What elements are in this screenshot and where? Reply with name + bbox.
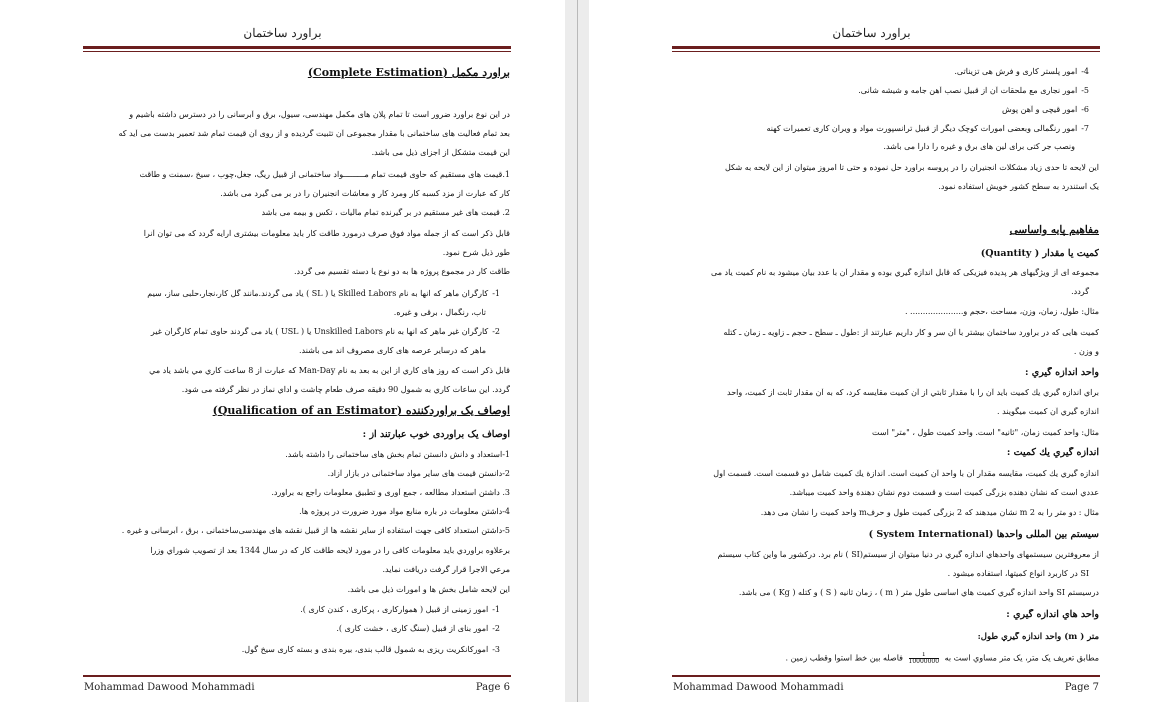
list-item: 4-داشتن معلومات در باره منابع مواد مورد ضرورت در پروژه ها. bbox=[299, 507, 510, 516]
paragraph-line: در این نوع براورد ضرور است تا تمام پلان های مکمل مهندسی، سیول، برق و آبرسانی را در دسترس داشته باشیم و bbox=[129, 110, 510, 119]
fraction: $\frac{1}{10000000}$ bbox=[908, 652, 940, 665]
paragraph-line: این لایحه شامل بخش ها و امورات ذیل می باشد. bbox=[347, 585, 510, 594]
paragraph-line: این لایحه تا حدی زیاد مشکلات انجنیران را در پروسه براورد حل نموده و حتی تا امروز میتوان از این لایحه به شکل bbox=[725, 163, 1099, 172]
page-body bbox=[671, 0, 1099, 702]
paragraph-line: یک استندرد به سطح کشور خویش استفاده نمود. bbox=[938, 182, 1099, 191]
paragraph-line: تاب، رنگمال ، برقی و غیره. bbox=[393, 308, 486, 317]
list-item: 7-امور رنگمالی وبعضی امورات کوچک دیگر از قبیل ترانسپورت مواد و ویران کاری تعمیرات کهنه bbox=[766, 124, 1089, 133]
list-item: 1-امور زمینی از قبیل ( هموارکاری ، پرکاری ، کندن کاری ). bbox=[300, 605, 500, 614]
paragraph-line: و وزن . bbox=[1073, 347, 1099, 356]
paragraph-line: این قیمت متشکل از اجزای ذیل می باشد. bbox=[371, 148, 510, 157]
list-item: 5-داشتن استعداد کافی جهت استفاده از سایر نقشه ها از قبیل نقشه های مهندسی‌ساختمانی ، برق ، آبرسانی و غیره . bbox=[121, 526, 510, 535]
paragraph-line-meter-definition: مطابق تعریف یک متر، یک متر مساوي است به $\frac{1}{10000000}$ فاصله بین خط استوا وقطب زمین . bbox=[785, 652, 1099, 665]
paragraph-line: قابل ذکر است که روز های کاري از این به بعد به نام Man-Day که عبارت از 8 ساعت کاري مي باشد یاد مي bbox=[149, 366, 510, 375]
paragraph-line: برعلاوه براوردي باید معلومات کافی را در مورد لایحه طاقت کار که در سال 1344 بعد از تصویب شوراي وزرا bbox=[150, 546, 510, 555]
heading-complete-estimation: براورد مکمل (Complete Estimation) bbox=[307, 66, 510, 79]
paragraph-line: 2. قیمت های غیر مستقیم در بر گیرنده تمام مالیات ، تکس و بیمه می باشد bbox=[261, 208, 510, 217]
document-page-6 bbox=[0, 0, 565, 702]
paragraph-line: قابل ذکر است که از جمله مواد فوق صرف درمورد طاقت کار باید معلومات بیشتری ارایه گردد که می توان آنرا bbox=[143, 229, 510, 238]
subheading-units: واحد هاي اندازه گیري : bbox=[1006, 609, 1099, 620]
list-item: 5-امور نجاری مع ملحقات آن از قبیل نصب آهن جامه و شیشه شانی. bbox=[858, 86, 1089, 95]
paragraph-line: ماهر که درسایر عرصه های کاری مصروف اند می باشند. bbox=[298, 346, 486, 355]
paragraph-line: مجموعه ای از ویژگیهای هر پدیده فیزیکی که قابل اندازه گیري بوده و مقدار آن با عدد بیان میشود به نام کمیت یاد می bbox=[711, 268, 1099, 277]
page-header-title: براورد ساختمان bbox=[243, 26, 322, 40]
paragraph-line: گردد. این ساعات کاري به شمول 90 دقیقه صرف طعام چاشت و اداي نماز در نظر گرفته می شود. bbox=[181, 385, 510, 394]
list-item: 2-امور بنای از قبیل (سنگ کاری ، خشت کاری ). bbox=[336, 624, 500, 633]
paragraph-line: طور ذیل شرح نمود. bbox=[442, 248, 510, 257]
paragraph-line: اندازه گیري یك کمیت، مقایسه مقدار آن با واحد آن کمیت است. اندازة یك کمیت شامل دو قسمت است. قسمت اول bbox=[713, 469, 1099, 478]
list-item: 1-کارگران ماهر که انها به نام Skilled Labors یا ( SL ) یاد می گردند.مانند گل کار،نجار،حلبی ساز، سیم bbox=[147, 289, 500, 298]
list-item: 6-امور قیچی و آهن پوش bbox=[1001, 105, 1089, 114]
footer-page-number: Page 6 bbox=[475, 682, 510, 693]
paragraph-line: گردد. bbox=[1071, 287, 1089, 296]
paragraph-line: SI در کاربرد انواع کمیتها، استفاده میشود . bbox=[947, 569, 1089, 578]
subheading-meter: متر ( m) واحد اندازه گیري طول: bbox=[977, 632, 1099, 642]
subheading-si: سیستم بین المللی واحدها (System International ) bbox=[868, 529, 1099, 540]
page-divider bbox=[577, 0, 578, 702]
footer-author: Mohammad Dawood Mohammadi bbox=[673, 682, 844, 693]
subheading-quantity: کمیت یا مقدار ( Quantity) bbox=[980, 248, 1099, 259]
paragraph-line: مرعي الاجرا قرار گرفت دریافت نماید. bbox=[382, 565, 510, 574]
paragraph-line: درسیستم SI واحد اندازه گیري کمیت هاي اساسی طول متر ( m ) ، زمان ثانیه ( S ) و کتله ( Kg ) می باشد. bbox=[738, 588, 1099, 597]
list-item: 1-استعداد و دانش دانستن تمام بخش های ساختمانی را داشته باشد. bbox=[285, 450, 510, 459]
paragraph-line: مثال: طول، زمان، وزن، مساحت ،حجم و..................... . bbox=[904, 307, 1099, 316]
paragraph-line: 1.قیمت های مستقیم که حاوی قیمت تمام مـــــــــواد ساختمانی از قبیل ریگ، جغل،چوب ، سیخ ،سمنت و طاقت bbox=[139, 170, 510, 179]
paragraph-line: مثال: واحد کمیت زمان، "ثانیه" است. واحد کمیت طول ، "متر" است bbox=[872, 428, 1099, 437]
paragraph-line: اندازه گیري آن کمیت میگویند . bbox=[997, 407, 1099, 416]
paragraph-line: براي اندازه گیري یك کمیت باید آن را با مقدار ثابتي از آن کمیت مقایسه کرد، که به آن مقدار ثابت از کمیت، واحد bbox=[727, 388, 1099, 397]
heading-basic-concepts: مفاهیم پایه واساسی bbox=[1009, 224, 1099, 236]
page-header-title: براورد ساختمان bbox=[832, 26, 911, 40]
footer-author: Mohammad Dawood Mohammadi bbox=[84, 682, 255, 693]
page-body bbox=[82, 0, 510, 702]
footer-page-number: Page 7 bbox=[1064, 682, 1099, 693]
list-item: 2-دانستن قیمت های سایر مواد ساختمانی در بازار آزاد. bbox=[327, 469, 510, 478]
footer-rule bbox=[672, 675, 1100, 677]
footer-rule bbox=[83, 675, 511, 677]
paragraph-line: از معروفترین سیستمهای واحدهاي اندازه گیري در دنیا میتوان از سیستم(SI ) نام برد. درکشور ما واین کتاب سیستم bbox=[717, 550, 1099, 559]
paragraph-line: ونصب جر کتی برای لین های برق و غیره را دارا می باشد. bbox=[883, 142, 1075, 151]
list-item: 4-امور پلستر کاری و فرش هی تزیناتی. bbox=[954, 67, 1089, 76]
list-item: 3. داشتن استعداد مطالعه ، جمع آوری و تطبیق معلومات راجع به براورد. bbox=[271, 488, 510, 497]
heading-qualification: اوصاف یک براوردکننده (Qualification of an Estimator) bbox=[212, 404, 510, 417]
paragraph-line: کار که عبارت از مزد کسبه کار ومرد کار و معاشات انجنیران را در بر می گیرد می باشد. bbox=[220, 189, 510, 198]
subheading-unit: واحد اندازه گیري : bbox=[1024, 367, 1099, 378]
subheading-measurement: اندازه گیري یك کمیت : bbox=[1006, 447, 1099, 458]
paragraph-line: بعد تمام فعالیت های ساختمانی با مقدار مجموعی آن تثبیت گردیده و از روی آن قیمت تمام شد تعمیر بدست می آید که bbox=[118, 129, 510, 138]
paragraph-line: عددي است که نشان دهنده بزرگی کمیت است و قسمت دوم نشان دهندة واحد کمیت میباشد. bbox=[789, 488, 1099, 497]
list-item: 3-امورکانکریت ریزی به شمول قالب بندی، بیره بندی و بسته کاری سیخ گول. bbox=[241, 645, 500, 654]
document-page-7 bbox=[589, 0, 1154, 702]
paragraph-line: مثال : دو متر را به m 2 نشان میدهند که 2 بزرگی کمیت طول و حرفm واحد کمیت را نشان می دهد. bbox=[760, 508, 1099, 517]
paragraph-line: طاقت کار در مجموع پروژه ها به دو نوع یا دسته تقسیم می گردد. bbox=[294, 267, 510, 276]
paragraph-line: کمیت هایی که در براورد ساختمان بیشتر با آن سر و کار داریم عبارتند از :طول ـ سطح ـ حجم ـ زاویه ـ زمان ـ کتله bbox=[723, 328, 1099, 337]
subheading-qualities: اوصاف یک براوردی خوب عبارتند از : bbox=[362, 429, 510, 440]
list-item: 2-کارگران غیر ماهر که انها به نام Unskilled Labors یا ( USL ) یاد می گردند حاوی تمام کارگران غیر bbox=[150, 327, 500, 336]
